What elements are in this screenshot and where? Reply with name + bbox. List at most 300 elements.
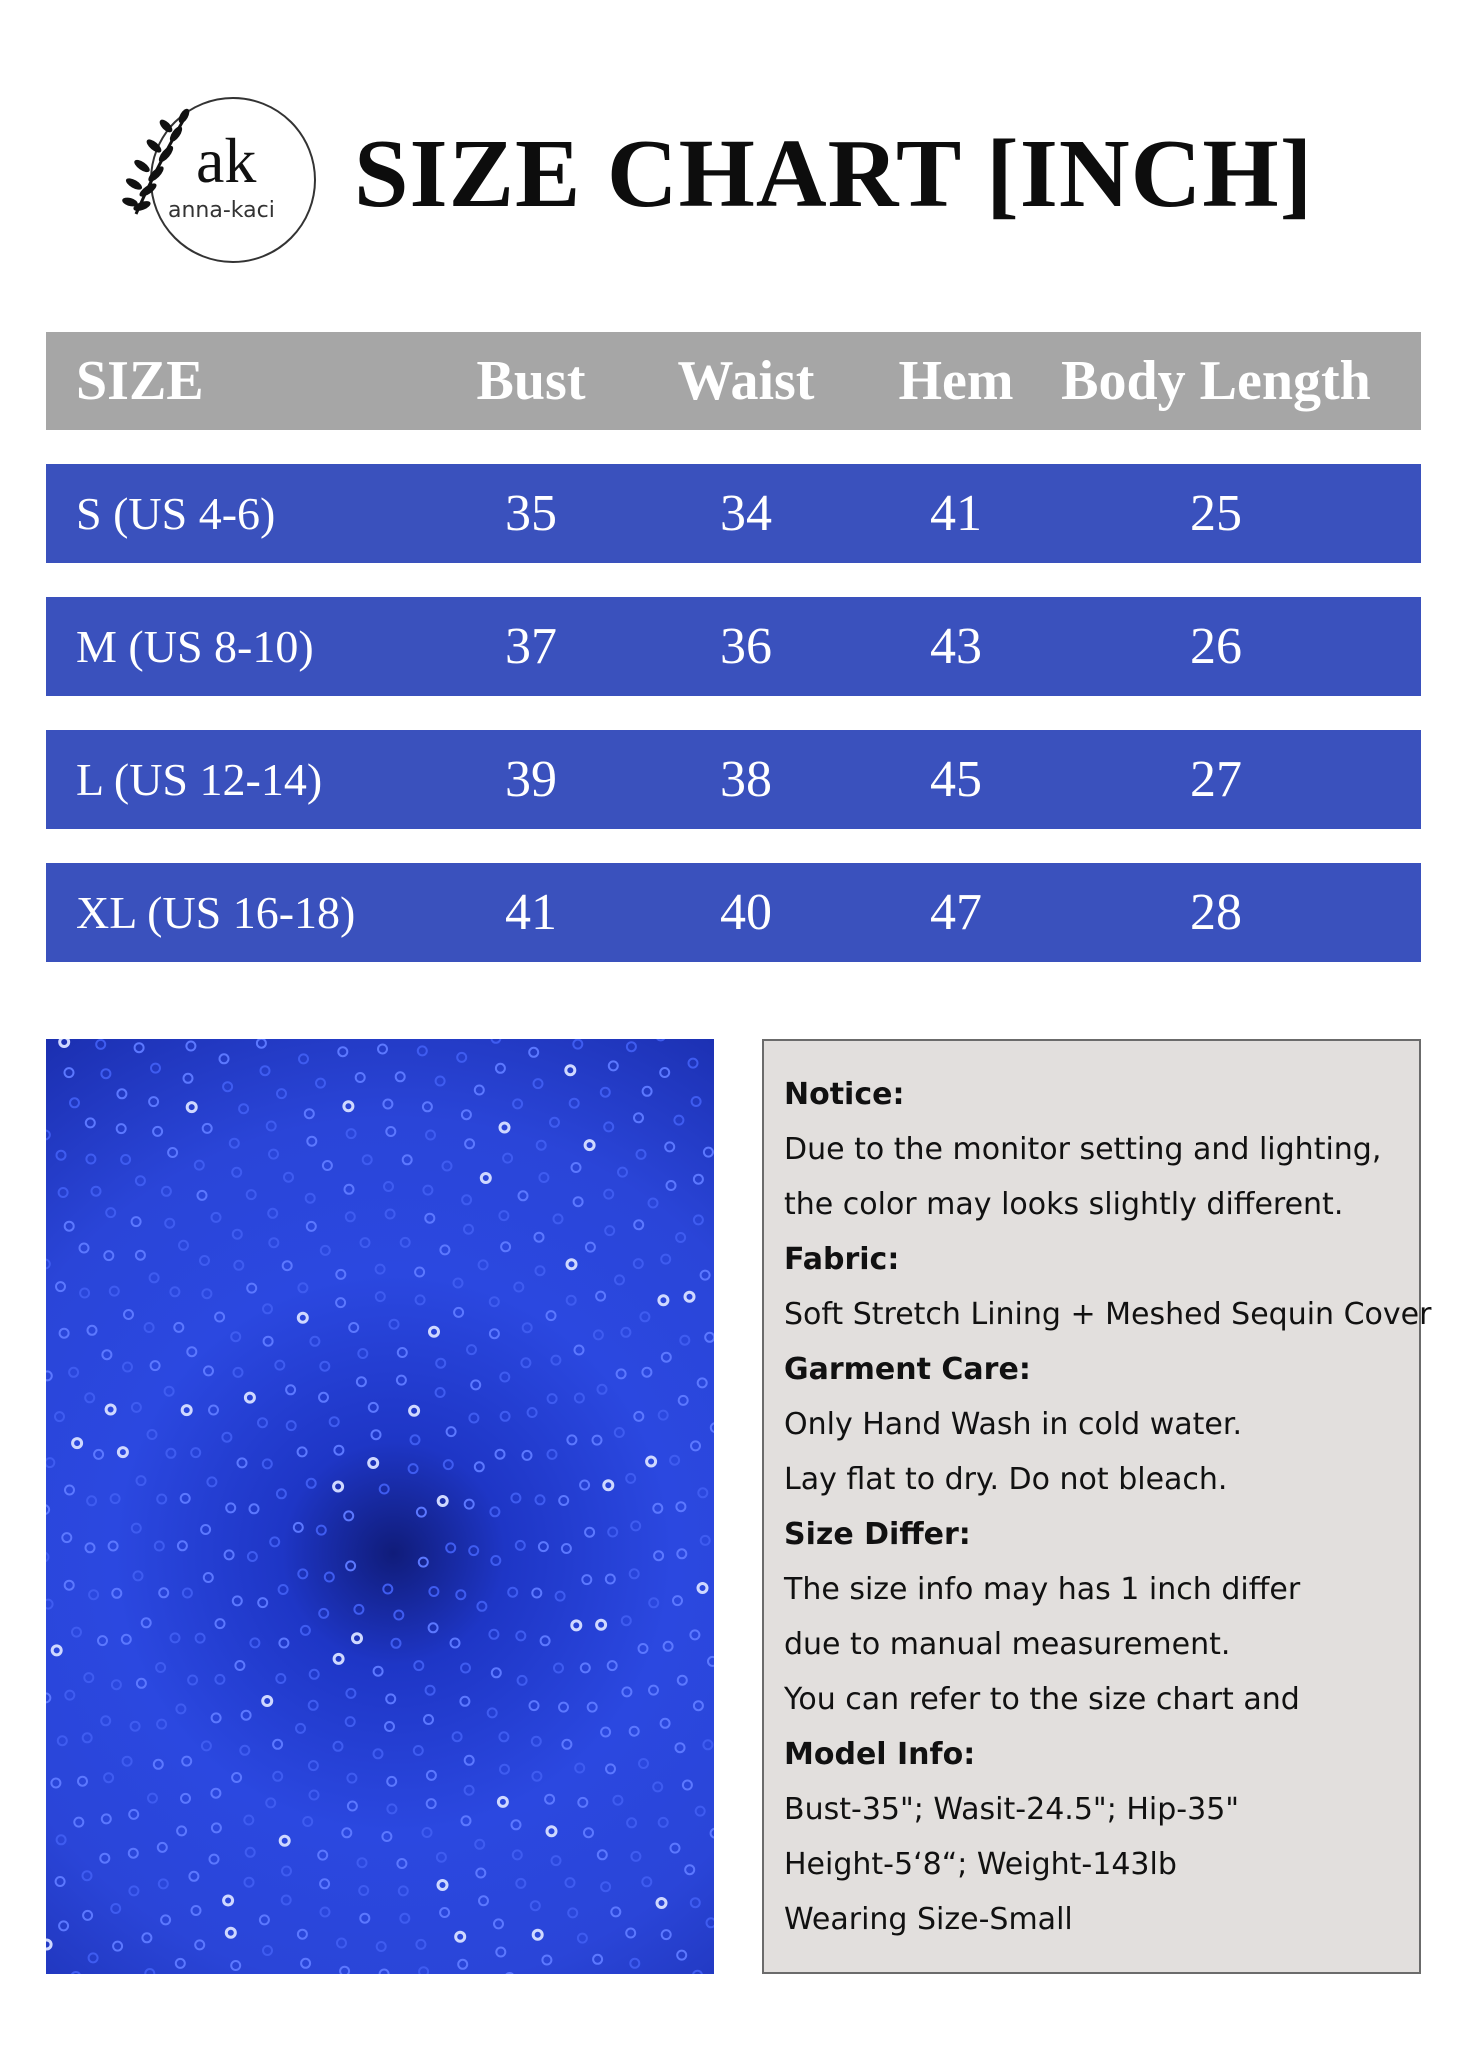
- sequin: [523, 1451, 532, 1460]
- sequin: [374, 1667, 383, 1676]
- sequin: [661, 1719, 670, 1728]
- sequin: [336, 1270, 345, 1279]
- sequin: [531, 1901, 540, 1910]
- sequin: [226, 1503, 235, 1512]
- sequin: [701, 1271, 710, 1280]
- sequin: [223, 1082, 232, 1091]
- sequin: [334, 1446, 343, 1455]
- sequin: [476, 1869, 485, 1878]
- cell-size: M (US 8-10): [76, 621, 314, 672]
- sequin: [177, 1826, 186, 1835]
- sequin: [499, 1211, 508, 1220]
- sequin: [181, 1494, 190, 1503]
- table-header-row: [46, 332, 1421, 430]
- sequin: [266, 1798, 275, 1807]
- sequin: [454, 1279, 463, 1288]
- sequin: [129, 1886, 138, 1895]
- sequin: [145, 1969, 154, 1974]
- sequin: [556, 1592, 565, 1601]
- sequin: [135, 1043, 144, 1052]
- sequin: [496, 1450, 505, 1459]
- sequin: [257, 1039, 266, 1048]
- sequin: [694, 1215, 703, 1224]
- sequin: [440, 1245, 449, 1254]
- sequin: [496, 1064, 505, 1073]
- sequin: [598, 1850, 607, 1859]
- notice-heading: Notice:: [784, 1077, 905, 1112]
- sequin: [508, 1588, 517, 1597]
- sequin: [317, 1526, 326, 1535]
- sequin: [239, 1104, 248, 1113]
- sequin: [176, 1704, 185, 1713]
- sequin: [157, 1720, 166, 1729]
- sequin: [676, 1743, 685, 1752]
- sequin: [539, 1542, 548, 1551]
- sequin: [92, 1187, 101, 1196]
- sequin: [539, 1173, 548, 1182]
- sequin: [195, 1161, 204, 1170]
- sequin: [215, 1675, 224, 1684]
- sequin: [296, 1724, 305, 1733]
- sequin: [683, 1781, 692, 1790]
- sequin: [516, 1879, 525, 1888]
- sequin: [521, 1358, 530, 1367]
- sequin: [552, 1856, 561, 1865]
- sequin: [548, 1450, 557, 1459]
- sequin: [338, 1047, 347, 1056]
- sequin: [578, 1934, 587, 1943]
- sequin: [545, 1795, 554, 1804]
- sequin: [679, 1396, 688, 1405]
- sequin: [414, 1746, 423, 1755]
- sequin: [622, 1616, 631, 1625]
- sequin: [386, 1210, 395, 1219]
- sequin: [537, 1141, 546, 1150]
- sequin: [111, 1494, 120, 1503]
- sequin: [634, 1412, 643, 1421]
- sequin: [528, 1408, 537, 1417]
- sequin: [536, 1266, 545, 1275]
- sequin: [505, 1973, 514, 1974]
- sequin: [471, 1380, 480, 1389]
- sequin: [698, 1378, 707, 1387]
- sequin: [309, 1761, 318, 1770]
- sequin: [267, 1122, 276, 1131]
- sequin: [46, 1260, 50, 1269]
- sequin: [232, 1168, 241, 1177]
- care-text: Lay flat to dry. Do not bleach.: [784, 1462, 1228, 1497]
- sequin: [488, 1708, 497, 1717]
- sequin: [516, 1631, 525, 1640]
- sequin: [566, 1878, 575, 1887]
- sequin: [162, 1187, 171, 1196]
- sequin: [202, 1289, 211, 1298]
- sequin: [178, 1541, 187, 1550]
- sequin: [416, 1295, 425, 1304]
- sequin: [344, 1511, 353, 1520]
- sequin: [634, 1113, 643, 1122]
- sequin: [347, 1774, 356, 1783]
- sequin: [630, 1959, 639, 1968]
- sequin: [263, 1459, 272, 1468]
- sequin: [201, 1525, 210, 1534]
- sequin: [231, 1332, 240, 1341]
- sequin: [615, 1428, 624, 1437]
- sequin: [89, 1953, 98, 1962]
- sequin: [665, 1142, 674, 1151]
- sequin: [499, 1732, 508, 1741]
- sequin: [659, 1296, 668, 1305]
- sequin: [494, 1919, 503, 1928]
- sequin: [465, 1756, 474, 1765]
- sequin: [230, 1139, 239, 1148]
- sequin: [376, 1292, 385, 1301]
- sequin: [423, 1102, 432, 1111]
- sequin: [134, 1571, 143, 1580]
- model-info-heading: Model Info:: [784, 1737, 976, 1772]
- cell-size: L (US 12-14): [76, 754, 323, 805]
- sequin: [184, 1074, 193, 1083]
- sequin: [685, 1292, 694, 1301]
- sequin: [475, 1086, 484, 1095]
- cell-hem: 43: [930, 618, 982, 675]
- sequin: [640, 1312, 649, 1321]
- sequin: [387, 1777, 396, 1786]
- sequin: [677, 1951, 686, 1960]
- cell-hem: 45: [930, 751, 982, 808]
- sequin: [344, 1102, 353, 1111]
- cell-waist: 38: [720, 751, 772, 808]
- sequin: [298, 1313, 307, 1322]
- sequin: [659, 1818, 668, 1827]
- sequin: [234, 1261, 243, 1270]
- sequin: [500, 1373, 509, 1382]
- sequin: [532, 1589, 541, 1598]
- sequin: [73, 1439, 82, 1448]
- sequin: [65, 1581, 74, 1590]
- sequin: [80, 1289, 89, 1298]
- sequin: [345, 1185, 354, 1194]
- header-size: SIZE: [76, 350, 204, 412]
- sequin: [374, 1749, 383, 1758]
- model-info-text: Height-5‘8“; Weight-143lb: [784, 1847, 1177, 1882]
- brand-logo: [118, 94, 318, 266]
- sequin: [621, 1328, 630, 1337]
- sequin: [226, 1928, 235, 1937]
- sequin: [639, 1644, 648, 1653]
- sequin: [182, 1406, 191, 1415]
- sequin: [118, 1448, 127, 1457]
- sequin: [570, 1099, 579, 1108]
- sequin: [399, 1886, 408, 1895]
- sequin: [562, 1544, 571, 1553]
- sequin: [110, 1287, 119, 1296]
- sequin: [649, 1199, 658, 1208]
- sequin: [151, 1064, 160, 1073]
- sequin: [109, 1542, 118, 1551]
- sequin: [46, 1940, 51, 1949]
- sequin: [436, 1359, 445, 1368]
- sequin: [634, 1259, 643, 1268]
- sequin: [677, 1549, 686, 1558]
- sequin: [225, 1550, 234, 1559]
- sequin: [247, 1190, 256, 1199]
- sequin: [46, 1130, 50, 1139]
- sequin: [547, 1311, 556, 1320]
- sequin: [356, 1073, 365, 1082]
- sequin: [59, 1188, 68, 1197]
- sequin: [693, 1971, 702, 1974]
- sequin: [361, 1238, 370, 1247]
- sequin: [703, 1740, 712, 1749]
- sequin: [260, 1915, 269, 1924]
- sequin: [380, 1970, 389, 1975]
- sequin: [88, 1326, 97, 1335]
- sequin: [394, 1611, 403, 1620]
- sequin: [270, 1537, 279, 1546]
- sequin: [627, 1042, 636, 1051]
- sequin: [604, 1481, 613, 1490]
- sequin: [84, 1673, 93, 1682]
- sequin: [704, 1148, 713, 1157]
- sequin: [357, 1377, 366, 1386]
- sequin: [100, 1854, 109, 1863]
- sequin: [150, 1273, 159, 1282]
- sequin: [283, 1261, 292, 1270]
- sequin: [676, 1233, 685, 1242]
- sequin: [691, 1898, 700, 1907]
- sequin: [104, 1251, 113, 1260]
- sequin: [121, 1155, 130, 1164]
- sequin: [467, 1345, 476, 1354]
- sequin: [503, 1154, 512, 1163]
- header-hem: Hem: [898, 350, 1014, 412]
- cell-waist: 34: [720, 485, 772, 542]
- sequin: [346, 1717, 355, 1726]
- sequin: [456, 1932, 465, 1941]
- sequin: [204, 1366, 213, 1375]
- sequin: [671, 1844, 680, 1853]
- sequin: [268, 1209, 277, 1218]
- sequin: [240, 1746, 249, 1755]
- sequin: [581, 1663, 590, 1672]
- sequin: [440, 1908, 449, 1917]
- sequin: [149, 1097, 158, 1106]
- cell-body-length: 28: [1190, 884, 1242, 941]
- sequin: [273, 1740, 282, 1749]
- sequin: [165, 1219, 174, 1228]
- sequin: [112, 1680, 121, 1689]
- sequin: [294, 1523, 303, 1532]
- sequin: [694, 1701, 703, 1710]
- cell-body-length: 25: [1190, 485, 1242, 542]
- sequin: [358, 1858, 367, 1867]
- sequin: [86, 1543, 95, 1552]
- sequin: [390, 1320, 399, 1329]
- sequin: [181, 1794, 190, 1803]
- sequin: [387, 1804, 396, 1813]
- sequin: [65, 1222, 74, 1231]
- sequin: [461, 1664, 470, 1673]
- sequin: [102, 1350, 111, 1359]
- sequin: [231, 1961, 240, 1970]
- sequin: [282, 1896, 291, 1905]
- sequin: [477, 1602, 486, 1611]
- sequin: [157, 1495, 166, 1504]
- sequin: [336, 1298, 345, 1307]
- sequin: [196, 1634, 205, 1643]
- sequin: [593, 1955, 602, 1964]
- sequin: [575, 1764, 584, 1773]
- sequin: [426, 1131, 435, 1140]
- sequin: [489, 1630, 498, 1639]
- sequin: [85, 1393, 94, 1402]
- sequin: [605, 1226, 614, 1235]
- sequin: [46, 1458, 54, 1467]
- sequin: [65, 1691, 74, 1700]
- sequin: [86, 1155, 95, 1164]
- sequin: [585, 1141, 594, 1150]
- sequin: [685, 1865, 694, 1874]
- sequin: [572, 1163, 581, 1172]
- sequin: [307, 1137, 316, 1146]
- sequin: [657, 1899, 666, 1908]
- sequin: [89, 1590, 98, 1599]
- fabric-heading: Fabric:: [784, 1242, 900, 1277]
- sequin: [65, 1068, 74, 1077]
- sequin: [142, 1933, 151, 1942]
- sequin: [244, 1816, 253, 1825]
- sequin: [438, 1497, 447, 1506]
- sequin: [481, 1174, 490, 1183]
- sequin: [382, 1832, 391, 1841]
- sequin: [215, 1313, 224, 1322]
- sequin: [516, 1541, 525, 1550]
- sequin: [396, 1072, 405, 1081]
- sequin: [647, 1457, 656, 1466]
- sequin: [131, 1722, 140, 1731]
- sequin: [60, 1329, 69, 1338]
- model-info-text: Wearing Size-Small: [784, 1902, 1073, 1937]
- sequin: [83, 1871, 92, 1880]
- sequin: [136, 1251, 145, 1260]
- sequin: [429, 1623, 438, 1632]
- sequin: [142, 1618, 151, 1627]
- sequin: [392, 1639, 401, 1648]
- sequin: [96, 1040, 105, 1049]
- sequin: [475, 1462, 484, 1471]
- sequin: [383, 1100, 392, 1109]
- table-row: [46, 863, 1421, 962]
- sequin: [207, 1477, 216, 1486]
- sequin: [204, 1573, 213, 1582]
- sequin: [132, 1403, 141, 1412]
- sequin: [492, 1668, 501, 1677]
- sequin: [469, 1414, 478, 1423]
- sequin: [349, 1323, 358, 1332]
- sequin: [117, 1124, 126, 1133]
- sequin: [195, 1940, 204, 1949]
- sequin: [690, 1630, 699, 1639]
- sequin: [46, 1505, 49, 1514]
- sequin: [46, 1371, 52, 1380]
- sequin: [453, 1732, 462, 1741]
- sequin: [98, 1636, 107, 1645]
- sequin: [62, 1533, 71, 1542]
- sequin: [70, 1098, 79, 1107]
- sequin: [532, 1772, 541, 1781]
- sequin: [608, 1661, 617, 1670]
- sequin: [572, 1621, 581, 1630]
- sequin: [596, 1292, 605, 1301]
- sequin: [56, 1282, 65, 1291]
- sequin: [639, 1759, 648, 1768]
- sequin: [94, 1450, 103, 1459]
- sequin: [535, 1233, 544, 1242]
- sequin: [427, 1771, 436, 1780]
- sequin: [305, 1109, 314, 1118]
- sequin: [479, 1896, 488, 1905]
- sequin: [501, 1412, 510, 1421]
- sequin: [174, 1323, 183, 1332]
- sequin: [414, 1661, 423, 1670]
- sequin: [410, 1406, 419, 1415]
- sequin: [496, 1948, 505, 1957]
- sequin: [334, 1742, 343, 1751]
- sequin: [475, 1840, 484, 1849]
- brand-monogram: ak: [196, 125, 257, 196]
- sequin: [198, 1191, 207, 1200]
- sequin: [183, 1589, 192, 1598]
- sequin: [168, 1148, 177, 1157]
- sequin: [269, 1150, 278, 1159]
- sequin: [46, 1553, 49, 1562]
- sequin: [409, 1464, 418, 1473]
- sequin: [530, 1701, 539, 1710]
- cell-body-length: 27: [1190, 751, 1242, 808]
- sequin: [358, 1349, 367, 1358]
- sequin: [637, 1150, 646, 1159]
- sequin: [512, 1820, 521, 1829]
- sequin: [46, 1693, 50, 1702]
- sequin: [200, 1256, 209, 1265]
- sequin: [691, 1441, 700, 1450]
- sequin: [550, 1118, 559, 1127]
- sequin: [680, 1336, 689, 1345]
- sequin: [245, 1393, 254, 1402]
- size-differ-heading: Size Differ:: [784, 1517, 971, 1552]
- sequin: [384, 1182, 393, 1191]
- sequin: [132, 1524, 141, 1533]
- notice-text: the color may looks slightly different.: [784, 1187, 1344, 1222]
- sequin: [430, 1327, 439, 1336]
- sequin: [662, 1353, 671, 1362]
- sequin: [696, 1807, 705, 1816]
- sequin: [398, 1348, 407, 1357]
- cell-waist: 40: [720, 884, 772, 941]
- sequin: [634, 1220, 643, 1229]
- sequin: [514, 1283, 523, 1292]
- sequin: [171, 1633, 180, 1642]
- sequin: [601, 1728, 610, 1737]
- sequin: [87, 1496, 96, 1505]
- sequin: [656, 1039, 665, 1040]
- sequin: [275, 1361, 284, 1370]
- sequin: [630, 1727, 639, 1736]
- cell-waist: 36: [720, 618, 772, 675]
- sequin: [309, 1701, 318, 1710]
- sequin: [501, 1242, 510, 1251]
